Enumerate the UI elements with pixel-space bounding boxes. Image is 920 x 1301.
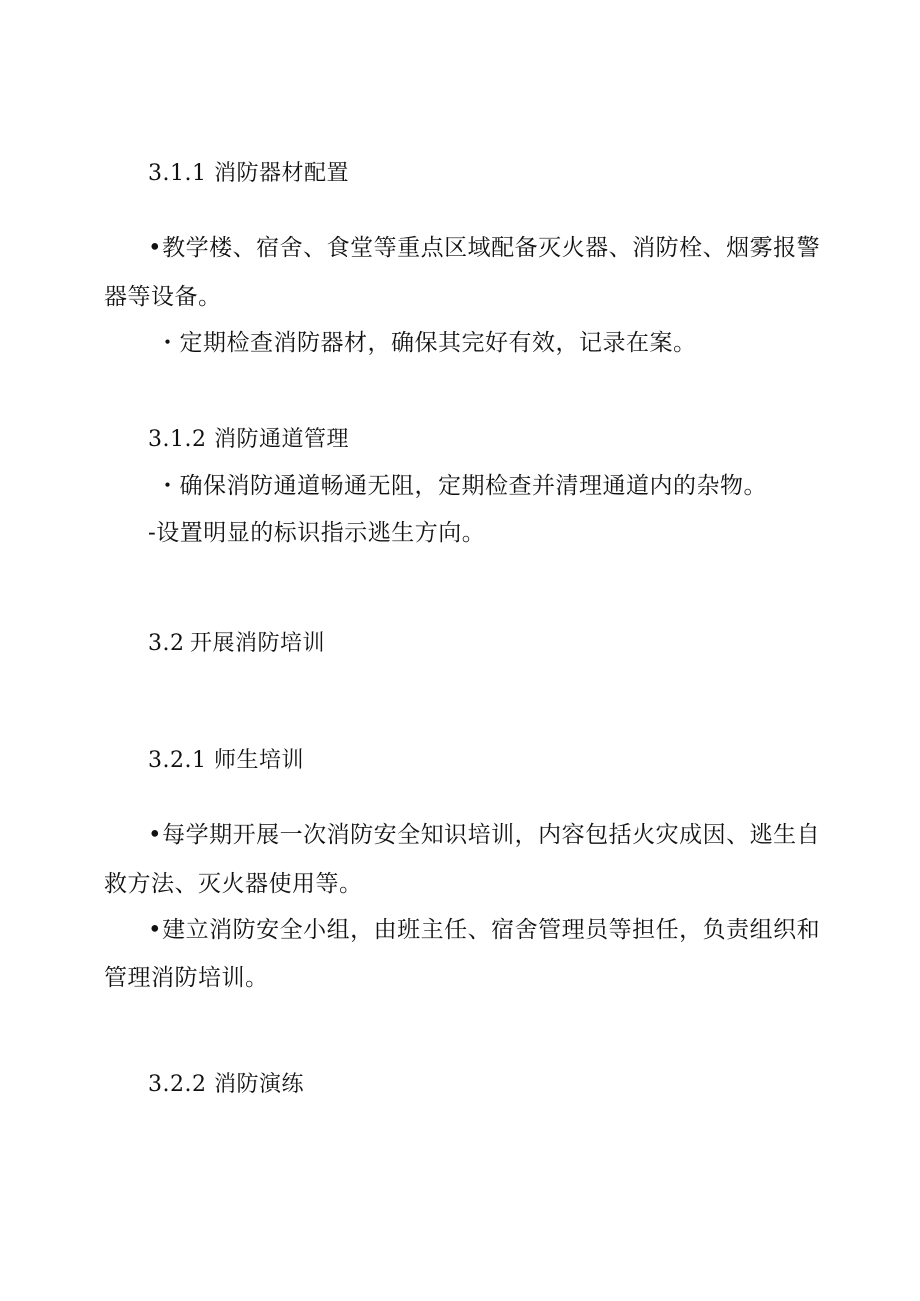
paragraph-escape-signs: -设置明显的标识指示逃生方向。: [148, 520, 486, 546]
paragraph-regular-inspection: ・定期检查消防器材，确保其完好有效，记录在案。: [156, 330, 697, 356]
paragraph-extinguisher-equipment-line1: •教学楼、宿舍、食堂等重点区域配备灭火器、消防栓、烟雾报警: [148, 235, 821, 261]
heading-3-2-1: 3.2.1 师生培训: [148, 748, 304, 773]
paragraph-semester-training-line1: •每学期开展一次消防安全知识培训，内容包括火灾成因、逃生自: [148, 822, 821, 848]
heading-3-1-1: 3.1.1 消防器材配置: [148, 161, 349, 186]
paragraph-safety-group-line1: •建立消防安全小组，由班主任、宿舍管理员等担任，负责组织和: [148, 917, 821, 943]
paragraph-semester-training-line2: 救方法、灭火器使用等。: [104, 871, 363, 897]
paragraph-clear-passage: ・确保消防通道畅通无阻，定期检查并清理通道内的杂物。: [156, 473, 767, 499]
heading-3-1-2: 3.1.2 消防通道管理: [148, 427, 349, 452]
heading-3-2-title: 开展消防培训: [190, 631, 326, 656]
paragraph-safety-group-line2: 管理消防培训。: [104, 965, 269, 991]
paragraph-extinguisher-equipment-line2: 器等设备。: [104, 284, 222, 310]
heading-3-2-number: 3.2: [148, 631, 185, 656]
heading-3-2-2: 3.2.2 消防演练: [148, 1072, 304, 1097]
